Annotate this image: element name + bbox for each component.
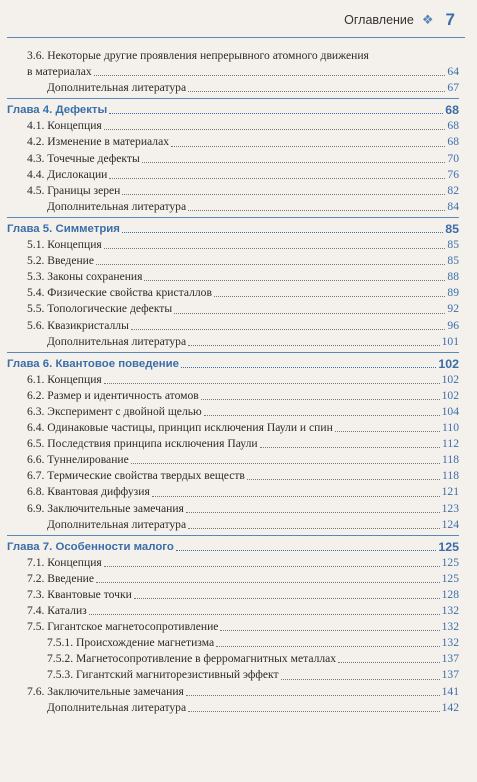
toc-section[interactable] xyxy=(7,684,459,700)
toc-page-number: 68 xyxy=(447,135,459,149)
toc-section[interactable] xyxy=(7,285,459,301)
toc-entry-title: Глава 7. Особенности малого xyxy=(7,540,174,553)
dot-leader xyxy=(335,431,440,432)
toc-entry-title: Глава 4. Дефекты xyxy=(7,104,108,117)
toc-page-number: 125 xyxy=(441,571,459,585)
toc-section[interactable] xyxy=(7,237,459,253)
diamond-ornament-icon: ❖ xyxy=(421,12,434,27)
toc-page-number: 110 xyxy=(442,421,459,435)
toc-entry-title: 4.4. Дислокации xyxy=(27,167,108,181)
toc-section[interactable] xyxy=(7,501,459,517)
toc-entry-title: 5.4. Физические свойства кристаллов xyxy=(27,286,212,300)
dot-leader xyxy=(247,479,440,480)
dot-leader xyxy=(188,711,439,712)
dot-leader xyxy=(176,550,436,551)
toc-section[interactable] xyxy=(7,484,459,500)
toc-entry-title: 4.2. Изменение в материалах xyxy=(27,135,170,149)
toc-entry-title: 6.7. Термические свойства твердых веществ xyxy=(27,469,245,483)
toc-section[interactable] xyxy=(7,436,459,452)
toc-subsection[interactable] xyxy=(7,667,459,683)
toc-section[interactable] xyxy=(7,372,459,388)
toc-section[interactable] xyxy=(7,269,459,285)
toc-page-number: 85 xyxy=(445,221,459,236)
toc-section[interactable] xyxy=(7,151,459,167)
running-header xyxy=(344,10,455,30)
toc-section[interactable] xyxy=(7,318,459,334)
toc-entry-title: 7.2. Введение xyxy=(27,571,95,585)
header-label: Оглавление xyxy=(344,13,414,27)
toc-section[interactable] xyxy=(7,301,459,317)
dot-leader xyxy=(152,496,440,497)
toc-further-reading[interactable] xyxy=(7,517,459,533)
toc-entry-title: 5.3. Законы сохранения xyxy=(27,270,143,284)
table-of-contents xyxy=(7,48,459,716)
dot-leader xyxy=(104,566,440,567)
dot-leader xyxy=(201,399,440,400)
header-rule xyxy=(7,37,465,38)
dot-leader xyxy=(188,91,445,92)
toc-section[interactable] xyxy=(7,619,459,635)
toc-further-reading[interactable] xyxy=(7,334,459,350)
toc-page-number: 132 xyxy=(441,604,459,618)
dot-leader xyxy=(94,75,446,76)
toc-chapter[interactable] xyxy=(7,98,459,118)
toc-entry-title: Дополнительная литература xyxy=(47,700,187,714)
toc-page-number: 88 xyxy=(447,270,459,284)
toc-page-number: 137 xyxy=(441,652,459,666)
dot-leader xyxy=(281,679,440,680)
toc-entry-title: 6.1. Концепция xyxy=(27,372,102,386)
toc-page-number: 118 xyxy=(442,453,459,467)
toc-entry-title: 6.3. Эксперимент с двойной щелью xyxy=(27,404,202,418)
dot-leader xyxy=(109,178,445,179)
dot-leader xyxy=(122,194,445,195)
toc-page-number: 70 xyxy=(447,151,459,165)
dot-leader xyxy=(174,313,445,314)
toc-page-number: 96 xyxy=(447,318,459,332)
toc-entry-title: 7.5.1. Происхождение магнетизма xyxy=(47,636,215,650)
dot-leader xyxy=(186,512,440,513)
toc-entry-title: 6.9. Заключительные замечания xyxy=(27,501,184,515)
toc-entry-title: Дополнительная литература xyxy=(47,334,187,348)
toc-entry-title: 7.5. Гигантское магнетосопротивление xyxy=(27,620,219,634)
dot-leader xyxy=(188,528,439,529)
toc-entry-title: 7.1. Концепция xyxy=(27,555,102,569)
toc-entry-title: Дополнительная литература xyxy=(47,199,187,213)
toc-page-number: 92 xyxy=(447,302,459,316)
toc-page-number: 128 xyxy=(441,588,459,601)
toc-section[interactable] xyxy=(7,587,459,603)
toc-chapter[interactable] xyxy=(7,535,459,555)
toc-page-number: 64 xyxy=(447,65,459,79)
toc-chapter[interactable] xyxy=(7,217,459,237)
dot-leader xyxy=(131,463,440,464)
toc-page-number: 68 xyxy=(447,119,459,133)
toc-entry-title: Глава 5. Симметрия xyxy=(7,222,120,235)
toc-entry-title: 6.4. Одинаковые частицы, принцип исключения Паули и спин xyxy=(27,421,333,435)
toc-entry-title: 3.6. Некоторые другие проявления непрерывного атомного движения xyxy=(27,49,369,62)
dot-leader xyxy=(104,248,446,249)
toc-page-number: 123 xyxy=(441,501,459,515)
toc-page-number: 101 xyxy=(441,334,459,348)
toc-page-number: 104 xyxy=(441,404,459,418)
toc-page-number: 102 xyxy=(438,356,459,371)
dot-leader xyxy=(142,162,446,163)
toc-entry-title: 6.8. Квантовая диффузия xyxy=(27,485,150,499)
toc-page-number: 82 xyxy=(447,183,459,197)
toc-section[interactable] xyxy=(7,452,459,468)
dot-leader xyxy=(96,582,440,583)
toc-page-number: 125 xyxy=(438,539,459,554)
toc-entry-title: 6.2. Размер и идентичность атомов xyxy=(27,388,199,402)
toc-entry-title: 7.6. Заключительные замечания xyxy=(27,684,184,698)
toc-page-number: 112 xyxy=(442,437,459,451)
toc-entry-title: 5.5. Топологические дефекты xyxy=(27,302,173,316)
dot-leader xyxy=(204,415,440,416)
toc-entry-title: Дополнительная литература xyxy=(47,517,187,531)
toc-entry-title: 4.1. Концепция xyxy=(27,119,102,133)
toc-section[interactable] xyxy=(7,468,459,484)
dot-leader xyxy=(214,296,445,297)
toc-page-number: 68 xyxy=(445,103,459,118)
toc-page-number: 84 xyxy=(447,199,459,213)
dot-leader xyxy=(216,646,439,647)
toc-page-number: 132 xyxy=(441,620,459,634)
dot-leader xyxy=(338,662,440,663)
dot-leader xyxy=(109,113,443,114)
toc-page-number: 102 xyxy=(441,372,459,386)
toc-page-number: 141 xyxy=(441,684,459,698)
toc-section[interactable] xyxy=(7,420,459,436)
page-number: 7 xyxy=(445,10,455,29)
toc-entry-title: 5.2. Введение xyxy=(27,254,95,268)
toc-entry-title: 4.5. Границы зерен xyxy=(27,183,121,197)
toc-entry-title-continued: в материалах xyxy=(27,65,92,79)
dot-leader xyxy=(188,345,439,346)
toc-entry-title: 5.1. Концепция xyxy=(27,238,102,252)
toc-entry-title: Дополнительная литература xyxy=(47,81,187,95)
dot-leader xyxy=(186,695,440,696)
dot-leader xyxy=(171,146,445,147)
toc-entry-title: 5.6. Квазикристаллы xyxy=(27,318,129,332)
toc-section[interactable] xyxy=(7,167,459,183)
toc-page-number: 125 xyxy=(441,555,459,569)
toc-section[interactable] xyxy=(7,555,459,571)
dot-leader xyxy=(104,129,446,130)
toc-entry-title: 7.5.3. Гигантский магниторезистивный эффект xyxy=(47,668,279,682)
dot-leader xyxy=(122,232,443,233)
toc-entry-title: 6.6. Туннелирование xyxy=(27,453,129,467)
toc-section[interactable] xyxy=(7,118,459,134)
toc-page-number: 121 xyxy=(441,485,459,499)
toc-page-number: 102 xyxy=(441,388,459,402)
toc-section[interactable] xyxy=(7,571,459,587)
toc-page-number: 89 xyxy=(447,286,459,300)
toc-entry-title: Глава 6. Квантовое поведение xyxy=(7,357,179,370)
dot-leader xyxy=(104,383,440,384)
toc-section[interactable] xyxy=(7,404,459,420)
toc-subsection[interactable] xyxy=(7,651,459,667)
toc-page-number: 67 xyxy=(447,81,459,95)
toc-entry-title: 6.5. Последствия принципа исключения Паули xyxy=(27,437,258,451)
toc-page-number: 132 xyxy=(441,636,459,650)
dot-leader xyxy=(131,329,446,330)
dot-leader xyxy=(220,630,439,631)
toc-section[interactable] xyxy=(7,388,459,404)
toc-section[interactable] xyxy=(7,603,459,619)
dot-leader xyxy=(260,447,440,448)
toc-page-number: 85 xyxy=(447,254,459,268)
toc-page-number: 76 xyxy=(447,167,459,181)
dot-leader xyxy=(181,367,436,368)
toc-chapter[interactable] xyxy=(7,352,459,372)
toc-entry-title: 4.3. Точечные дефекты xyxy=(27,151,140,165)
toc-section[interactable] xyxy=(7,183,459,199)
toc-page-number: 137 xyxy=(441,668,459,682)
toc-page-number: 142 xyxy=(441,700,459,714)
toc-page-number: 124 xyxy=(441,517,459,531)
toc-page-number: 85 xyxy=(447,238,459,252)
toc-entry-title: 7.5.2. Магнетосопротивление в ферромагнитных металлах xyxy=(47,652,337,666)
dot-leader xyxy=(134,598,440,599)
toc-section[interactable] xyxy=(7,48,459,80)
toc-subsection[interactable] xyxy=(7,635,459,651)
toc-page-number: 118 xyxy=(442,469,459,483)
toc-entry-title: 7.3. Квантовые точки xyxy=(27,588,132,601)
dot-leader xyxy=(144,280,445,281)
toc-further-reading[interactable] xyxy=(7,80,459,96)
dot-leader xyxy=(188,210,445,211)
dot-leader xyxy=(89,614,440,615)
toc-section[interactable] xyxy=(7,134,459,150)
toc-further-reading[interactable] xyxy=(7,199,459,215)
toc-further-reading[interactable] xyxy=(7,700,459,716)
toc-entry-title: 7.4. Катализ xyxy=(27,604,87,618)
toc-section[interactable] xyxy=(7,253,459,269)
dot-leader xyxy=(96,264,445,265)
